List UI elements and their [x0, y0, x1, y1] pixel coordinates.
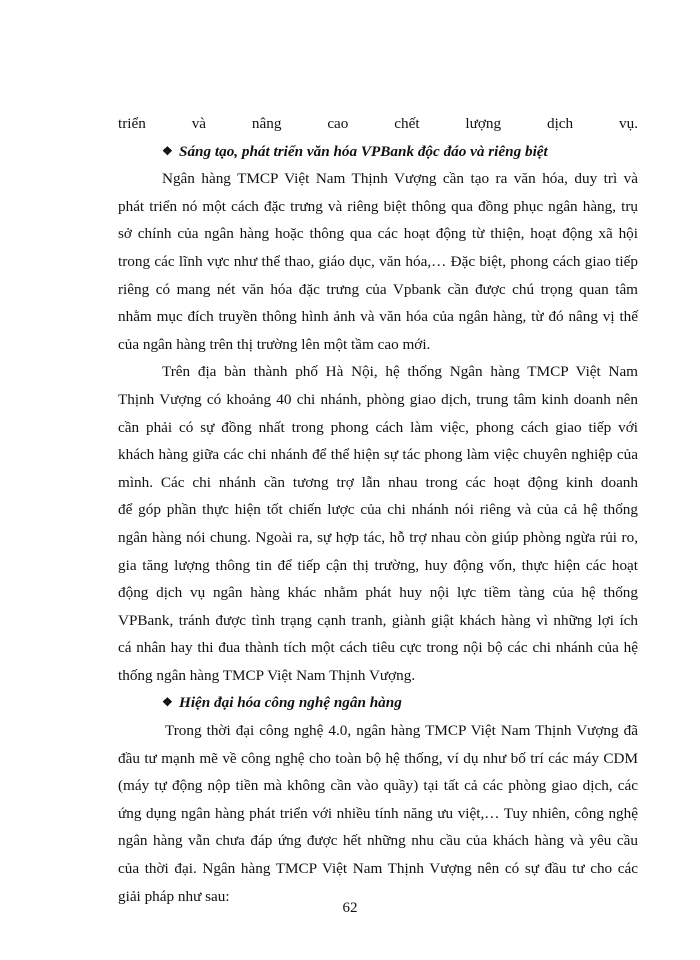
paragraph-line: ngân hàng nói chung. Ngoài ra, sự hợp tác, hỗ trợ nhau còn giúp phòng ngừa rủi ro,: [118, 528, 638, 546]
paragraph-line: Ngân hàng TMCP Việt Nam Thịnh Vượng cần tạo ra văn hóa, duy trì và: [162, 170, 638, 188]
paragraph-line: giải pháp như sau:: [118, 887, 230, 905]
section-heading: [118, 689, 638, 717]
paragraph-line: cần phải có sự đồng nhất trong phong cách làm việc, phong cách giao tiếp với: [118, 418, 638, 436]
paragraph-line: mình. Các chi nhánh cần tương trợ lẫn nhau trong các hoạt động kinh doanh: [118, 473, 638, 491]
paragraph-line: triển và nâng cao chết lượng dịch vụ.: [118, 115, 638, 132]
page-number: 62: [342, 900, 358, 916]
paragraph-line: khách hàng giữa các chi nhánh để thể hiện sự tác phong làm việc chuyên nghiệp của: [118, 446, 638, 464]
paragraph-line: đầu tư mạnh mẽ về công nghệ cho toàn bộ hệ thống, ví dụ như bố trí các máy CDM: [118, 749, 638, 767]
paragraph-line: Trên địa bàn thành phố Hà Nội, hệ thống Ngân hàng TMCP Việt Nam: [162, 363, 638, 381]
paragraph-line: ứng dụng ngân hàng phát triển với nhiều tính năng ưu việt,… Tuy nhiên, công nghệ: [118, 804, 638, 822]
paragraph-line: để góp phần thực hiện tốt chiến lược của chi nhánh nói riêng và của cả hệ thống: [118, 501, 638, 519]
paragraph-line: của ngân hàng trên thị trường lên một tầm cao mới.: [118, 335, 431, 353]
paragraph-line: VPBank, tránh được tình trạng cạnh tranh, giành giật khách hàng vì những lợi ích: [118, 611, 638, 629]
paragraph-line: riêng có mang nét văn hóa đặc trưng của Vpbank cần được chú trọng quan tâm: [118, 280, 638, 298]
body-text: [118, 110, 638, 910]
paragraph-line: thống ngân hàng TMCP Việt Nam Thịnh Vượng.: [118, 666, 416, 684]
paragraph-line: trong các lĩnh vực như thể thao, giáo dục, văn hóa,… Đặc biệt, phong cách giao tiếp: [118, 252, 638, 270]
paragraph-line: nhằm mục đích truyền thông hình ảnh và văn hóa của ngân hàng, từ đó nâng vị thế: [118, 308, 638, 326]
paragraph-line: động dịch vụ ngân hàng khác nhằm phát huy nội lực tiềm tàng của hệ thống: [118, 584, 638, 602]
paragraph-line: Trong thời đại công nghệ 4.0, ngân hàng TMCP Việt Nam Thịnh Vượng đã: [165, 722, 638, 740]
section-heading-text: Sáng tạo, phát triển văn hóa VPBank độc đáo và riêng biệt: [179, 142, 548, 160]
paragraph-line: cá nhân hay thi đua thành tích một cách tiêu cực trong nội bộ các chi nhánh của hệ: [118, 639, 638, 657]
paragraph-line: (máy tự động nộp tiền mà không cần vào quầy) tại tất cả các phòng giao dịch, các: [118, 777, 638, 795]
paragraph-line: gia tăng lượng thông tin để tiếp cận thị trường, huy động vốn, thực hiện các hoạt: [118, 556, 638, 574]
paragraph-line: ngân hàng vẫn chưa đáp ứng được hết những nhu cầu của khách hàng và yêu cầu: [118, 832, 638, 850]
diamond-bullet-icon: ❖: [162, 143, 173, 158]
section-heading-text: Hiện đại hóa công nghệ ngân hàng: [179, 694, 402, 712]
paragraph-line: Thịnh Vượng có khoảng 40 chi nhánh, phòng giao dịch, trung tâm kinh doanh nên: [118, 390, 638, 408]
section-heading: [118, 138, 638, 166]
paragraph-line: phát triển nó một cách đặc trưng và riêng biệt thông qua đồng phục ngân hàng, trụ: [118, 197, 638, 215]
paragraph-line: sở chính của ngân hàng hoặc thông qua các hoạt động từ thiện, hoạt động xã hội: [118, 225, 638, 243]
paragraph-line: của thời đại. Ngân hàng TMCP Việt Nam Thịnh Vượng nên có sự đầu tư cho các: [118, 860, 638, 878]
diamond-bullet-icon: ❖: [162, 695, 173, 710]
